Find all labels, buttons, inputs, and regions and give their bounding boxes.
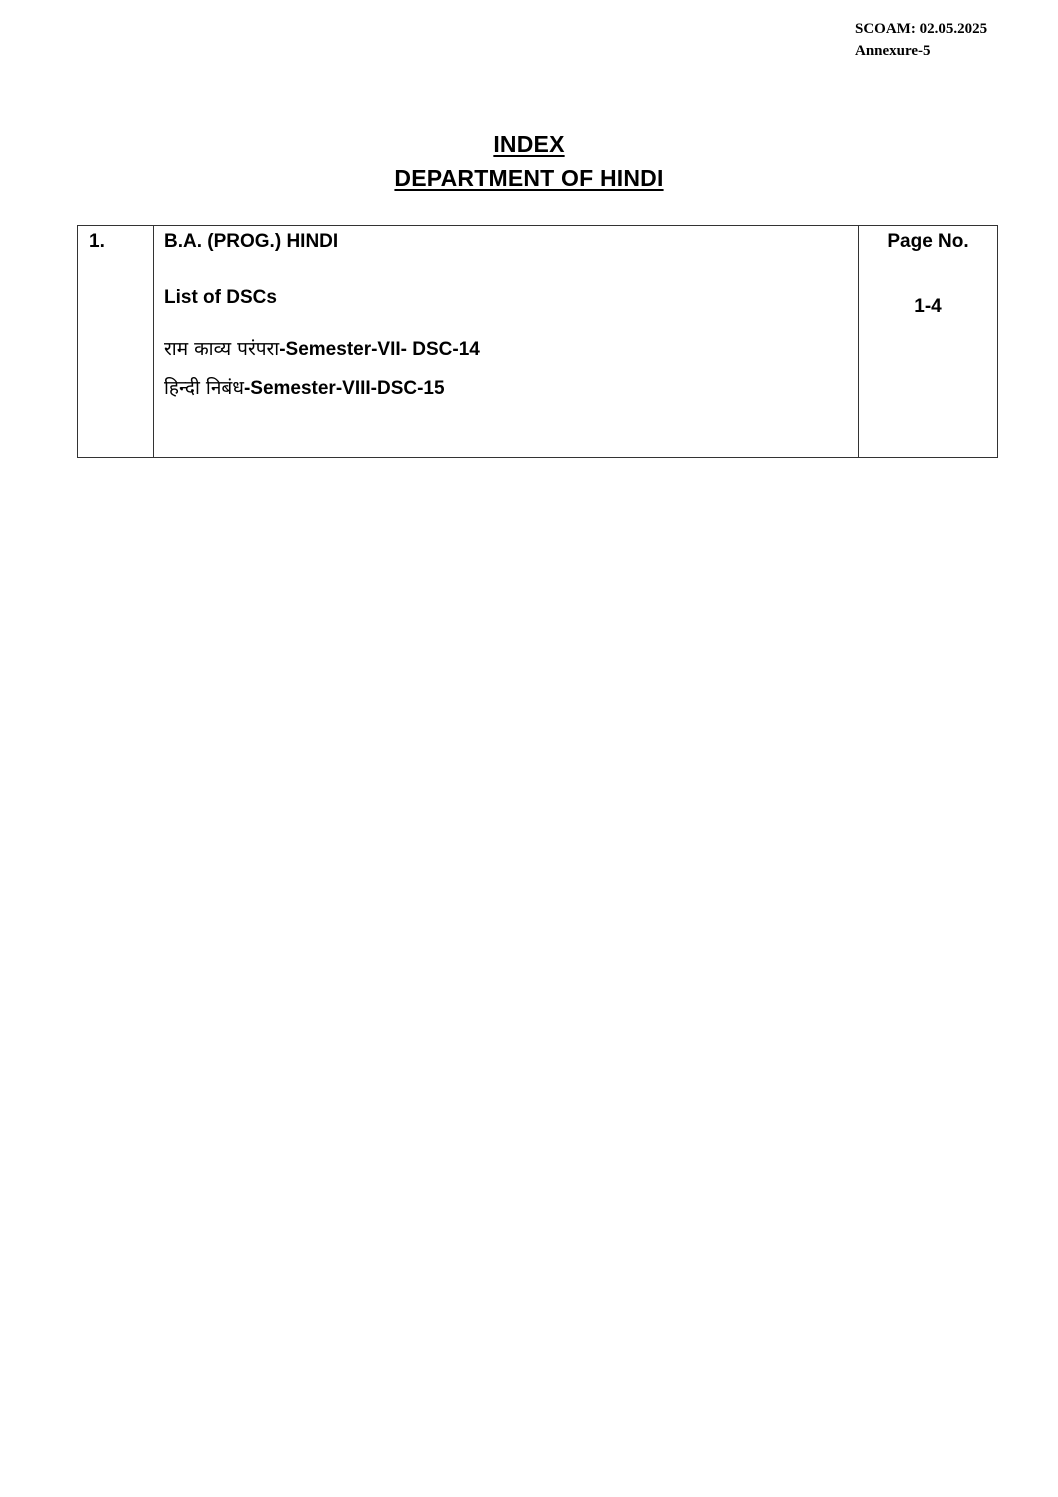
content-cell xyxy=(154,226,859,458)
table-row xyxy=(78,226,998,458)
page-number-header: Page No. xyxy=(887,231,969,252)
page-range: 1-4 xyxy=(914,296,942,317)
programme-name: B.A. (PROG.) HINDI xyxy=(164,231,339,252)
index-table xyxy=(77,225,998,458)
department-title: DEPARTMENT OF HINDI xyxy=(394,165,664,191)
serial-number: 1. xyxy=(89,231,105,252)
page-cell xyxy=(859,226,998,458)
list-heading: List of DSCs xyxy=(164,287,277,308)
course-hindi-title: राम काव्य परंपरा xyxy=(164,338,280,360)
course-line xyxy=(164,376,858,401)
scoam-date: SCOAM: 02.05.2025 xyxy=(855,21,988,37)
serial-cell xyxy=(78,226,154,458)
course-hindi-title: हिन्दी निबंध xyxy=(164,377,244,399)
document-reference xyxy=(855,18,987,62)
course-line xyxy=(164,337,858,362)
index-title: INDEX xyxy=(493,131,565,157)
course-semester-code: -Semester-VIII-DSC-15 xyxy=(243,378,445,399)
course-semester-code: -Semester-VII- DSC-14 xyxy=(279,339,480,360)
annexure-label: Annexure-5 xyxy=(855,43,931,59)
